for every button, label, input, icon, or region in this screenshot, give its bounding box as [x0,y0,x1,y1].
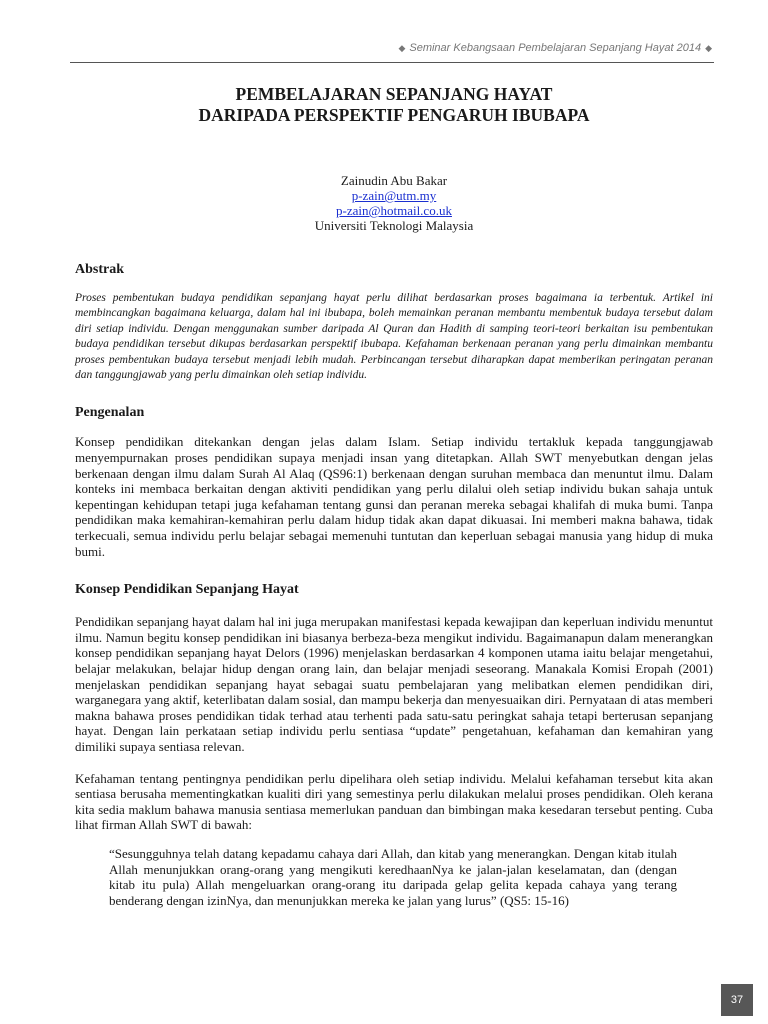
page-number: 37 [721,984,753,1016]
author-email-link-1[interactable]: p-zain@utm.my [351,188,437,203]
running-header-title: Seminar Kebangsaan Pembelajaran Sepanjang Hayat 2014 [409,42,702,54]
title-line-1: PEMBELAJARAN SEPANJANG HAYAT [235,84,553,104]
paragraph: Pendidikan sepanjang hayat dalam hal ini juga merupakan manifestasi kepada kewajipan dan keperluan individu menuntut ilmu. Namun begitu konsep pendidikan ini biasanya berbeza-beza mengikut individu. Bagaimanapun dalam menerangkan konsep pendidikan sepanjang hayat Delors (1996) menjelaskan berdasarkan 4 komponen utama iaitu belajar mengetahui, belajar melakukan, belajar hidup dengan orang lain, dan belajar menjadi seseorang. Manakala Komisi Eropah (2001) menjelaskan pendidikan sepanjang hayat sebagai suatu pembelajaran yang melibatkan elemen pendidikan diri, warganegara yang aktif, keterlibatan dalam sosial, dan mampu bekerja dan menyesuaikan diri. Pernyataan di atas memberi makna bahawa proses pendidikan tidak terhad atau terhenti pada satu-satu peringkat sahaja tetapi berterusan sepanjang hayat. Dengan lain perkataan setiap individu perlu sentiasa “update” pengetahuan, kefahaman dan kemahiran yang dimiliki supaya sentiasa relevan. [75,614,713,754]
diamond-icon: ◆ [705,42,712,53]
paragraph: Konsep pendidikan ditekankan dengan jelas dalam Islam. Setiap individu tertakluk kepada tanggungjawab menyempurnakan proses pendidikan supaya menjadi insan yang ditetapkan. Allah SWT menyebutkan dengan jelas berkenaan dengan ilmu dalam Surah Al Alaq (QS96:1) berkenaan dengan suruhan membaca dan menuntut ilmu. Dalam konteks ini membaca berkaitan dengan aktiviti pendidikan yang perlu dilalui oleh setiap individu bukan sahaja untuk kepentingan kehidupan tetapi juga kefahaman tentang gunsi dan peranan mereka sebagai khalifah di muka bumi. Tanpa pendidikan maka kemahiran-kemahiran perlu dalam hidup tidak akan dapat dikuasai. Ini memberi makna bahawa, tidak terkecuali, semua individu perlu belajar sebagai memenuhi tuntutan dan keperluan sebagai manusia yang hidup di muka bumi. [75,434,713,559]
diamond-icon: ◆ [398,42,406,53]
author-block [75,173,713,233]
block-quote: “Sesungguhnya telah datang kepadamu cahaya dari Allah, dan kitab yang menerangkan. Dengan kitab itulah Allah menunjukkan orang-orang yang mengikuti keredhaanNya ke jalan-jalan keselamatan, dan (dengan kitab itu pula) Allah mengeluarkan orang-orang itu daripada gelap gelita kepada cahaya yang terang benderang dengan izinNya, dan menunjukkan mereka ke jalan yang lurus” (QS5: 15-16) [109,845,677,908]
author-name: Zainudin Abu Bakar [340,173,448,188]
paper-body [75,84,713,908]
abstract-text: Proses pembentukan budaya pendidikan sepanjang hayat perlu dilihat berdasarkan proses bagaimana ia terbentuk. Artikel ini membincangkan bagaimana keluarga, dalam hal ini ibubapa, boleh memainkan peranan membantu membentuk budaya tersebut dalam diri setiap individu. Dengan menggunakan sumber daripada Al Quran dan Hadith di samping teori-teori berkaitan isu pembentukan budaya pendidikan tersebut dikupas berdasarkan perspektif ibubapa. Kefahaman berkenaan peranan yang perlu dimainkan membantu proses pembentukan budaya tersebut menjadi lebih mudah. Perbincangan tersebut diharapkan dapat memberikan peringatan peranan dan tanggungjawab yang perlu dimainkan oleh setiap individu. [75,292,713,382]
author-affiliation: Universiti Teknologi Malaysia [314,218,474,233]
header-divider [70,62,714,63]
author-email-link-2[interactable]: p-zain@hotmail.co.uk [336,203,452,218]
abstract-heading: Abstrak [75,262,125,277]
title-line-2: DARIPADA PERSPEKTIF PENGARUH IBUBAPA [198,105,590,125]
running-header [398,42,712,54]
paper-title [75,84,713,126]
section-heading-pengenalan: Pengenalan [75,405,145,421]
section-heading-konsep: Konsep Pendidikan Sepanjang Hayat [75,582,299,598]
paragraph: Kefahaman tentang pentingnya pendidikan perlu dipelihara oleh setiap individu. Melalui kefahaman tersebut kita akan sentiasa berusaha mementingkatkan kualiti diri yang semestinya perlu dilakukan melalui proses pendidikan. Oleh kerana kita sedia maklum bahawa manusia sentiasa memerlukan panduan dan bimbingan maka kesedaran tersebut penting. Cuba lihat firman Allah SWT di bawah: [75,770,713,833]
